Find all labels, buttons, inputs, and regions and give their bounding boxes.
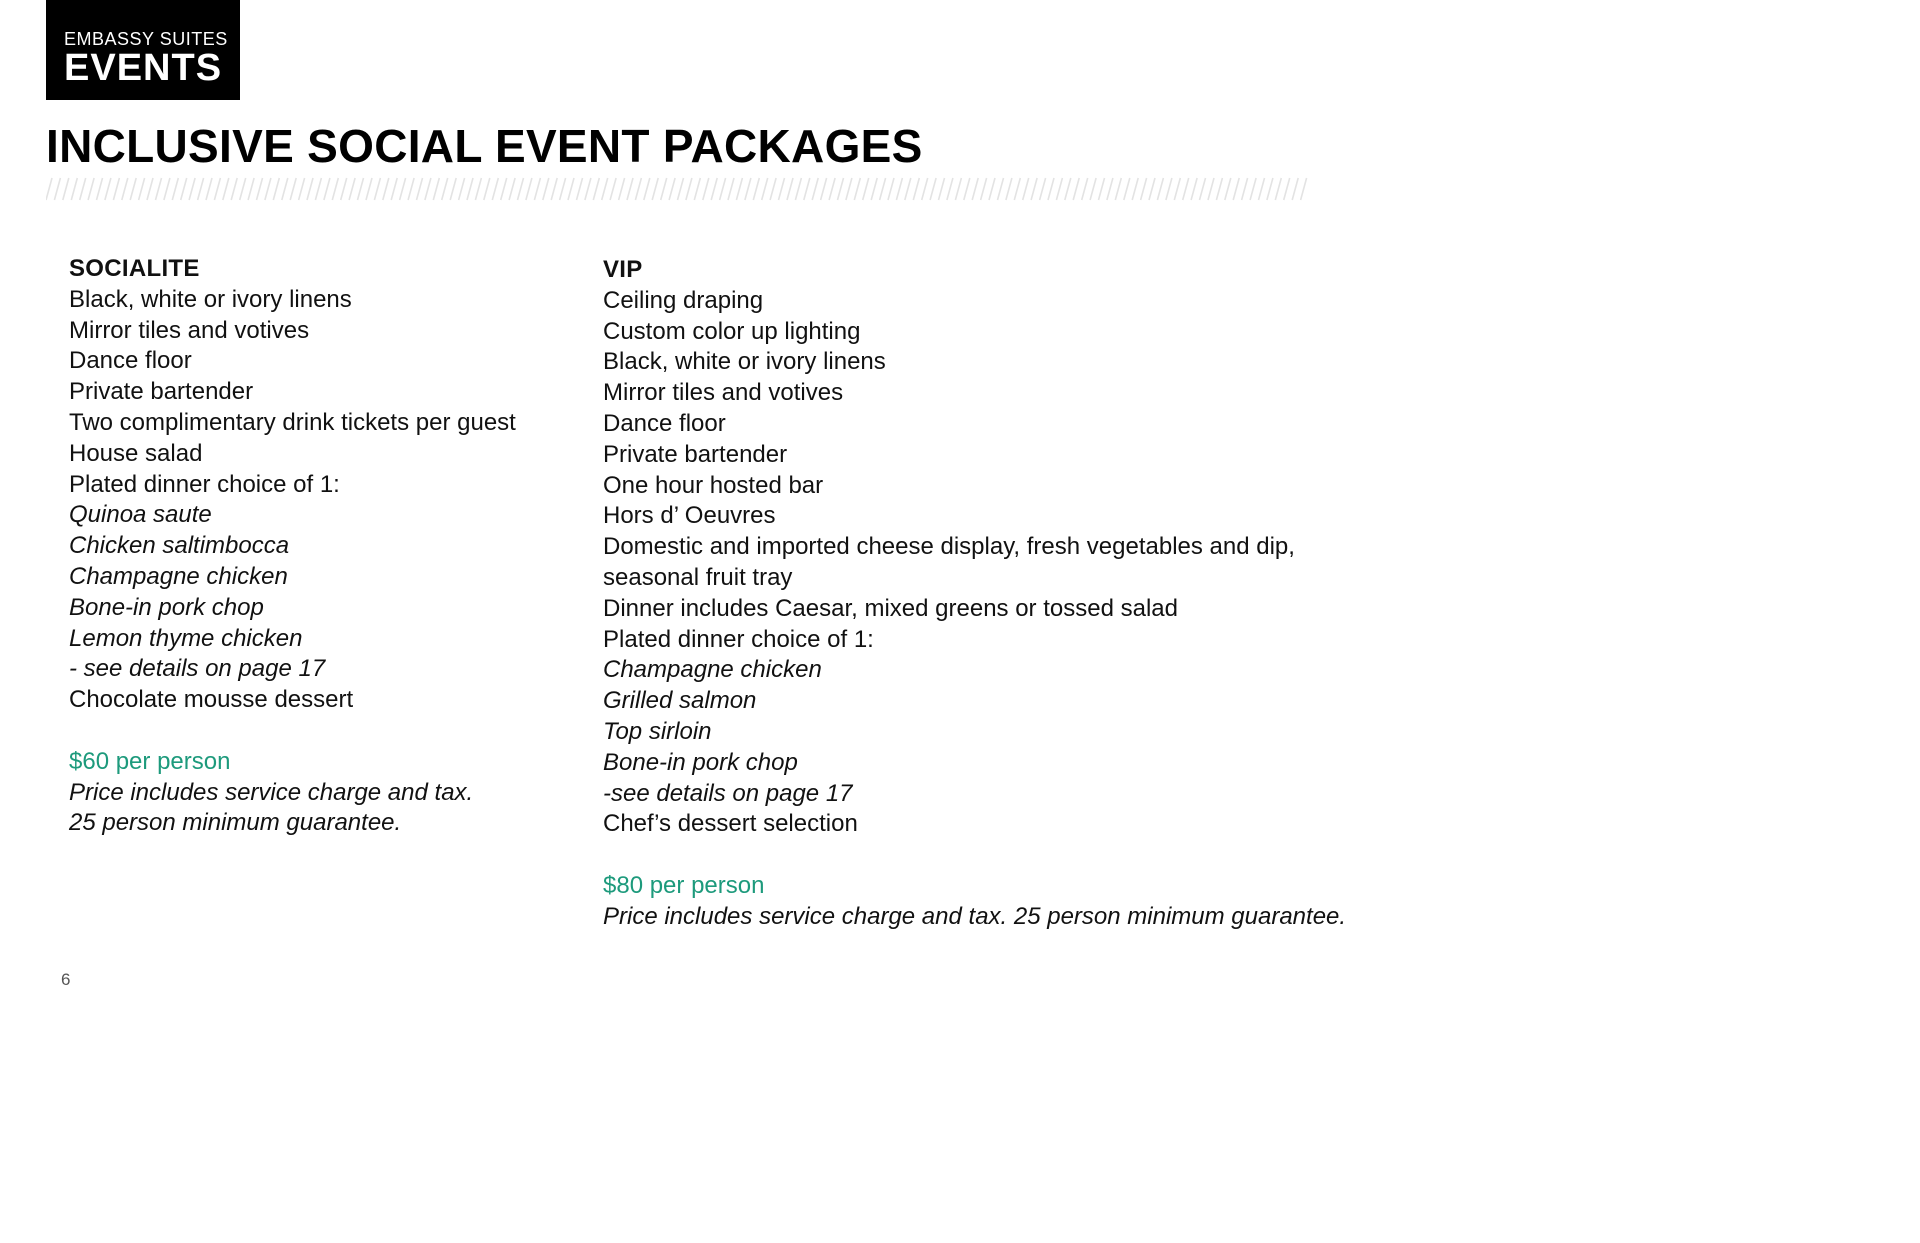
- hatch-stroke: [1174, 178, 1180, 200]
- list-item: Two complimentary drink tickets per guest: [69, 408, 516, 436]
- hatch-stroke: [686, 178, 692, 200]
- hatch-stroke: [383, 178, 389, 200]
- hatch-stroke: [1225, 178, 1231, 200]
- hatch-stroke: [63, 178, 69, 200]
- hatch-stroke: [930, 178, 936, 200]
- hatch-stroke: [492, 178, 498, 200]
- hatch-stroke: [1031, 178, 1037, 200]
- hatch-stroke: [838, 178, 844, 200]
- details-reference: -see details on page 17: [603, 779, 853, 807]
- hatch-stroke: [1301, 178, 1307, 200]
- vip-price-note: Price includes service charge and tax. 25 person minimum guarantee.: [603, 902, 1347, 930]
- hatch-stroke: [812, 178, 818, 200]
- hatch-stroke: [459, 178, 465, 200]
- hatch-stroke: [871, 178, 877, 200]
- hatch-stroke: [231, 178, 237, 200]
- hatch-stroke: [863, 178, 869, 200]
- socialite-dinner-choices: [69, 500, 589, 685]
- socialite-price-note: Price includes service charge and tax.: [69, 778, 474, 806]
- hatch-stroke: [804, 178, 810, 200]
- list-item: Dinner includes Caesar, mixed greens or tossed salad: [603, 594, 1178, 622]
- hatch-stroke: [913, 178, 919, 200]
- embassy-suites-events-logo: [46, 0, 240, 100]
- list-item: Mirror tiles and votives: [603, 379, 844, 407]
- hatch-stroke: [130, 178, 136, 200]
- hatch-stroke: [139, 178, 145, 200]
- hatch-stroke: [728, 178, 734, 200]
- hatch-stroke: [1065, 178, 1071, 200]
- hatch-stroke: [206, 178, 212, 200]
- hatch-stroke: [1132, 178, 1138, 200]
- hatch-stroke: [1014, 178, 1020, 200]
- hatch-stroke: [896, 178, 902, 200]
- hatch-stroke: [981, 178, 987, 200]
- dinner-choice: Top sirloin: [603, 717, 712, 745]
- hatch-stroke: [568, 178, 574, 200]
- vip-package: [603, 255, 1503, 933]
- hatch-stroke: [795, 178, 801, 200]
- hatch-stroke: [972, 178, 978, 200]
- hatch-stroke: [787, 178, 793, 200]
- hatch-stroke: [736, 178, 742, 200]
- hatch-stroke: [1048, 178, 1054, 200]
- hatch-stroke: [1233, 178, 1239, 200]
- hatch-stroke: [551, 178, 557, 200]
- hatch-stroke: [1023, 178, 1029, 200]
- hatch-stroke: [332, 178, 338, 200]
- hatch-stroke: [905, 178, 911, 200]
- hatch-stroke: [417, 178, 423, 200]
- list-item: House salad: [69, 439, 203, 467]
- dinner-choice: Champagne chicken: [603, 656, 822, 684]
- hatch-stroke: [450, 178, 456, 200]
- hatch-stroke: [1090, 178, 1096, 200]
- socialite-package: [69, 254, 589, 839]
- hatch-stroke: [1191, 178, 1197, 200]
- list-item: Dance floor: [69, 347, 192, 375]
- hatch-stroke: [955, 178, 961, 200]
- hatch-stroke: [214, 178, 220, 200]
- hatch-stroke: [1208, 178, 1214, 200]
- vip-dinner-choices: [603, 655, 1503, 809]
- list-item: Domestic and imported cheese display, fresh vegetables and dip, seasonal fruit tray: [603, 533, 1295, 591]
- hatch-stroke: [669, 178, 675, 200]
- hatch-stroke: [341, 178, 347, 200]
- hatch-stroke: [998, 178, 1004, 200]
- hatch-stroke: [770, 178, 776, 200]
- hatch-stroke: [1267, 178, 1273, 200]
- hatch-stroke: [619, 178, 625, 200]
- list-item: Private bartender: [69, 378, 254, 406]
- hatch-stroke: [501, 178, 507, 200]
- hatch-stroke: [644, 178, 650, 200]
- hatch-stroke: [1141, 178, 1147, 200]
- hatch-stroke: [745, 178, 751, 200]
- list-item: One hour hosted bar: [603, 471, 824, 499]
- vip-heading: VIP: [603, 256, 643, 283]
- hatch-stroke: [711, 178, 717, 200]
- hatch-stroke: [46, 178, 52, 200]
- list-item: Dance floor: [603, 409, 726, 437]
- hatch-stroke: [425, 178, 431, 200]
- hatch-stroke: [54, 178, 60, 200]
- hatch-stroke: [635, 178, 641, 200]
- list-item: Black, white or ivory linens: [69, 285, 352, 313]
- hatch-stroke: [265, 178, 271, 200]
- hatch-stroke: [1275, 178, 1281, 200]
- hatch-stroke: [585, 178, 591, 200]
- hatch-stroke: [105, 178, 111, 200]
- hatch-stroke: [543, 178, 549, 200]
- hatch-stroke: [315, 178, 321, 200]
- list-item: Black, white or ivory linens: [603, 348, 886, 376]
- hatch-stroke: [577, 178, 583, 200]
- hatch-stroke: [1006, 178, 1012, 200]
- hatch-stroke: [349, 178, 355, 200]
- hatch-stroke: [433, 178, 439, 200]
- hatch-stroke: [71, 178, 77, 200]
- hatch-stroke: [593, 178, 599, 200]
- hatch-stroke: [1040, 178, 1046, 200]
- socialite-heading: SOCIALITE: [69, 255, 200, 282]
- hatch-stroke: [720, 178, 726, 200]
- hatch-stroke: [854, 178, 860, 200]
- hatch-stroke: [694, 178, 700, 200]
- hatch-stroke: [846, 178, 852, 200]
- dinner-choice: Champagne chicken: [69, 562, 288, 590]
- hatch-stroke: [829, 178, 835, 200]
- hatch-stroke: [534, 178, 540, 200]
- hatch-stroke: [147, 178, 153, 200]
- hatch-stroke: [678, 178, 684, 200]
- list-item: Ceiling draping: [603, 286, 764, 314]
- hatch-stroke: [189, 178, 195, 200]
- hatch-stroke: [1183, 178, 1189, 200]
- hatch-stroke: [299, 178, 305, 200]
- spacer: [69, 716, 589, 747]
- hatch-stroke: [408, 178, 414, 200]
- hatch-stroke: [400, 178, 406, 200]
- hatch-stroke: [391, 178, 397, 200]
- hatch-stroke: [248, 178, 254, 200]
- hatch-stroke: [1242, 178, 1248, 200]
- socialite-dessert: [69, 685, 589, 716]
- hatch-stroke: [1259, 178, 1265, 200]
- hatch-stroke: [1200, 178, 1206, 200]
- hatch-stroke: [661, 178, 667, 200]
- hatch-stroke: [1292, 178, 1298, 200]
- hatch-stroke: [1166, 178, 1172, 200]
- vip-price: $80 per person: [603, 871, 765, 899]
- vip-dessert: [603, 809, 1503, 840]
- hatch-stroke: [1124, 178, 1130, 200]
- page-title: INCLUSIVE SOCIAL EVENT PACKAGES: [46, 120, 923, 172]
- list-item: Plated dinner choice of 1:: [69, 470, 340, 498]
- hatch-stroke: [198, 178, 204, 200]
- hatch-stroke: [475, 178, 481, 200]
- hatch-stroke: [1099, 178, 1105, 200]
- list-item: Plated dinner choice of 1:: [603, 625, 874, 653]
- hatch-stroke: [652, 178, 658, 200]
- hatch-stroke: [164, 178, 170, 200]
- spacer: [603, 840, 1503, 871]
- dinner-choice: Grilled salmon: [603, 687, 757, 715]
- list-item: Mirror tiles and votives: [69, 316, 310, 344]
- hatch-stroke: [113, 178, 119, 200]
- hatch-stroke: [1149, 178, 1155, 200]
- hatch-stroke: [358, 178, 364, 200]
- decorative-hatch-divider: [46, 177, 1313, 201]
- socialite-inclusions-list: [69, 285, 589, 501]
- logo-events-text: EVENTS: [64, 47, 223, 89]
- hatch-stroke: [307, 178, 313, 200]
- list-item: Custom color up lighting: [603, 317, 861, 345]
- hatch-stroke: [324, 178, 330, 200]
- hatch-stroke: [223, 178, 229, 200]
- hatch-stroke: [257, 178, 263, 200]
- hatch-stroke: [947, 178, 953, 200]
- hatch-stroke: [122, 178, 128, 200]
- logo-brand-text: EMBASSY SUITES: [64, 29, 228, 49]
- hatch-stroke: [467, 178, 473, 200]
- hatch-stroke: [442, 178, 448, 200]
- hatch-stroke: [703, 178, 709, 200]
- list-item: Chef’s dessert selection: [603, 810, 858, 838]
- hatch-stroke: [610, 178, 616, 200]
- hatch-stroke: [1250, 178, 1256, 200]
- details-reference: - see details on page 17: [69, 655, 326, 683]
- hatch-stroke: [888, 178, 894, 200]
- hatch-stroke: [273, 178, 279, 200]
- socialite-minimum-note: 25 person minimum guarantee.: [69, 809, 402, 837]
- hatch-stroke: [922, 178, 928, 200]
- hatch-stroke: [989, 178, 995, 200]
- hatch-stroke: [509, 178, 515, 200]
- hatch-stroke: [1056, 178, 1062, 200]
- list-item: Private bartender: [603, 440, 788, 468]
- hatch-stroke: [181, 178, 187, 200]
- hatch-stroke: [290, 178, 296, 200]
- socialite-price: $60 per person: [69, 747, 231, 775]
- hatch-stroke: [1073, 178, 1079, 200]
- hatch-stroke: [1284, 178, 1290, 200]
- hatch-stroke: [602, 178, 608, 200]
- list-item: Hors d’ Oeuvres: [603, 502, 776, 530]
- hatch-stroke: [627, 178, 633, 200]
- page-number: 6: [61, 970, 71, 989]
- hatch-stroke: [880, 178, 886, 200]
- hatch-stroke: [1115, 178, 1121, 200]
- dinner-choice: Bone-in pork chop: [69, 593, 264, 621]
- hatch-stroke: [560, 178, 566, 200]
- dinner-choice: Chicken saltimbocca: [69, 532, 290, 560]
- hatch-stroke: [80, 178, 86, 200]
- hatch-stroke: [88, 178, 94, 200]
- hatch-stroke: [518, 178, 524, 200]
- vip-inclusions-list: [603, 286, 1503, 656]
- hatch-stroke: [484, 178, 490, 200]
- hatch-stroke: [779, 178, 785, 200]
- hatch-stroke: [762, 178, 768, 200]
- hatch-stroke: [753, 178, 759, 200]
- hatch-stroke: [1157, 178, 1163, 200]
- list-item: Chocolate mousse dessert: [69, 686, 354, 714]
- hatch-stroke: [366, 178, 372, 200]
- hatch-stroke: [156, 178, 162, 200]
- hatch-stroke: [240, 178, 246, 200]
- hatch-stroke: [374, 178, 380, 200]
- dinner-choice: Bone-in pork chop: [603, 748, 798, 776]
- hatch-stroke: [939, 178, 945, 200]
- dinner-choice: Lemon thyme chicken: [69, 624, 303, 652]
- dinner-choice: Quinoa saute: [69, 501, 212, 529]
- hatch-stroke: [1082, 178, 1088, 200]
- hatch-stroke: [282, 178, 288, 200]
- hatch-stroke: [964, 178, 970, 200]
- hatch-stroke: [821, 178, 827, 200]
- hatch-stroke: [1107, 178, 1113, 200]
- hatch-stroke: [172, 178, 178, 200]
- hatch-stroke: [97, 178, 103, 200]
- hatch-stroke: [526, 178, 532, 200]
- hatch-stroke: [1216, 178, 1222, 200]
